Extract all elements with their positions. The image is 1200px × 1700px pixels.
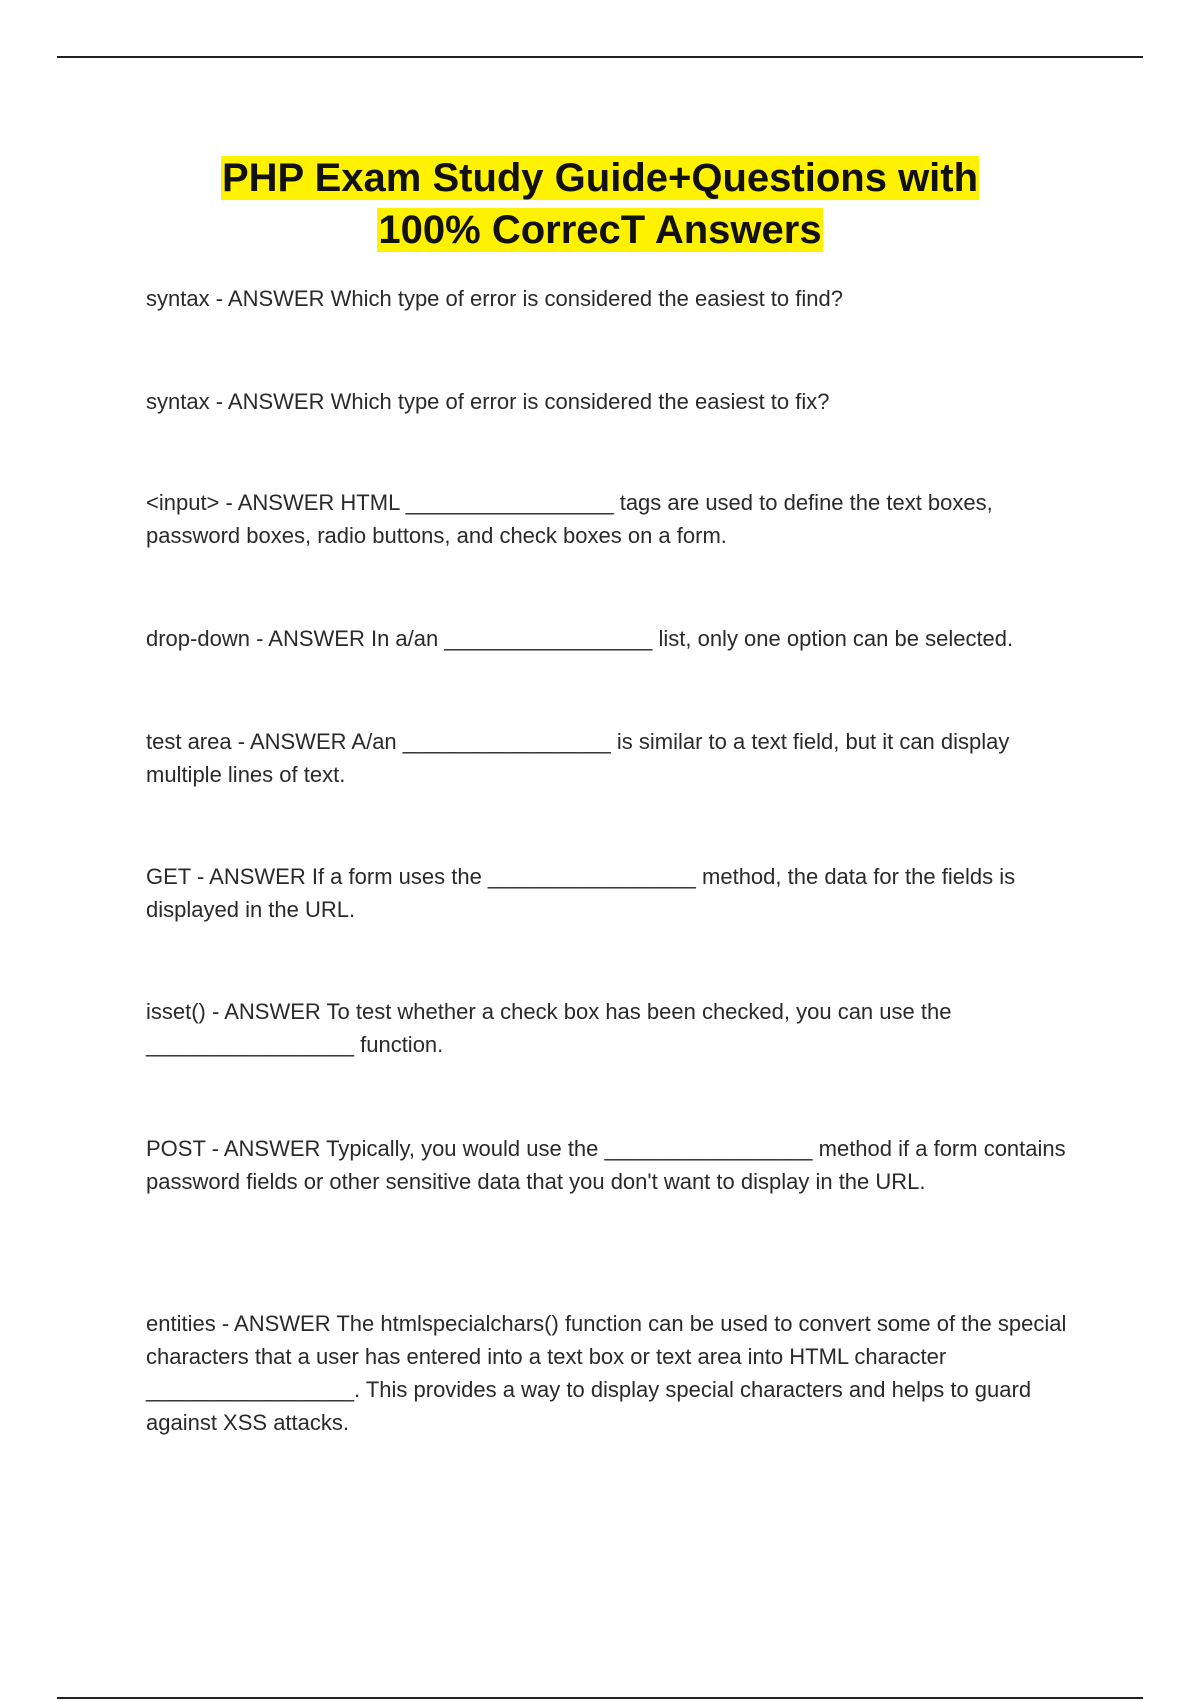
qa-item-syntax-fix: syntax - ANSWER Which type of error is considered the easiest to fix? bbox=[146, 389, 830, 414]
qa-item-post: POST - ANSWER Typically, you would use the _________________ method if a form contains password fields or other sensitive data that you don't want to display in the URL. bbox=[146, 1136, 1066, 1194]
qa-item-entities: entities - ANSWER The htmlspecialchars() function can be used to convert some of the special characters that a user has entered into a text box or text area into HTML character _________________. This provides a way to display special characters and helps to guard against XSS attacks. bbox=[146, 1311, 1067, 1435]
top-rule bbox=[57, 56, 1143, 58]
qa-item-input: <input> - ANSWER HTML _________________ tags are used to define the text boxes, password boxes, radio buttons, and check boxes on a form. bbox=[146, 490, 993, 548]
qa-item-drop-down: drop-down - ANSWER In a/an _________________ list, only one option can be selected. bbox=[146, 626, 1014, 651]
qa-item-syntax-find: syntax - ANSWER Which type of error is considered the easiest to find? bbox=[146, 286, 843, 311]
qa-item-get: GET - ANSWER If a form uses the _________________ method, the data for the fields is displayed in the URL. bbox=[146, 864, 1016, 922]
qa-item-text-area: test area - ANSWER A/an _________________ is similar to a text field, but it can display multiple lines of text. bbox=[146, 729, 1010, 787]
title-line-1: PHP Exam Study Guide+Questions with bbox=[221, 156, 979, 200]
qa-item-isset: isset() - ANSWER To test whether a check box has been checked, you can use the _________________ function. bbox=[146, 999, 952, 1057]
title-line-2: 100% CorrecT Answers bbox=[378, 208, 822, 252]
page-title bbox=[0, 152, 1200, 256]
bottom-rule bbox=[57, 1697, 1143, 1699]
